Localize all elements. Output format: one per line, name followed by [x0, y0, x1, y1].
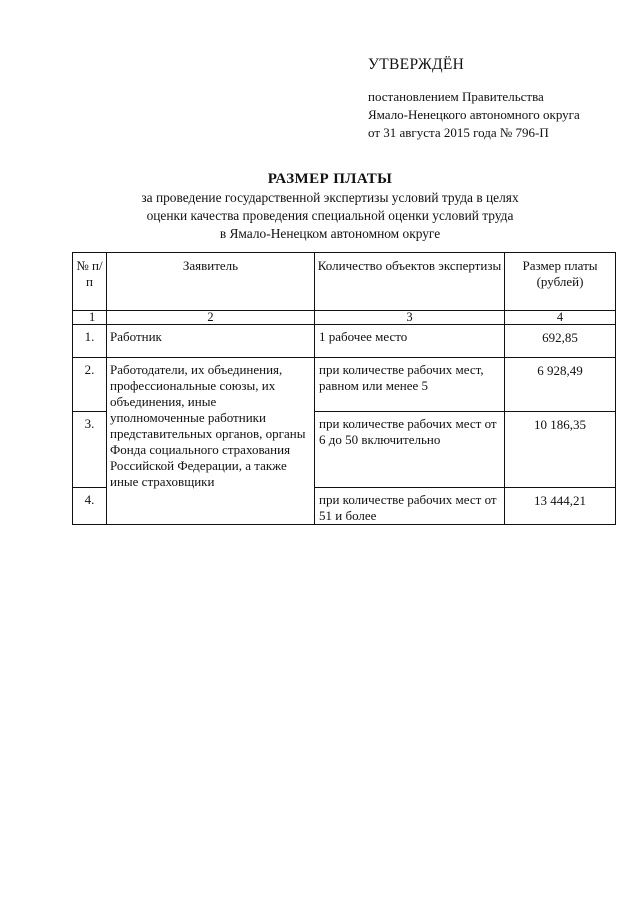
approval-line: от 31 августа 2015 года № 796-П — [368, 125, 549, 140]
approval-block — [368, 56, 628, 142]
row-number: 2. — [73, 358, 107, 412]
header-num: № п/п — [73, 253, 107, 311]
title-subtitle-line: в Ямало-Ненецком автономном округе — [219, 226, 441, 241]
table-row — [73, 358, 616, 412]
row-fee: 6 928,49 — [505, 358, 616, 412]
row-number: 1. — [73, 325, 107, 358]
row-objects: при количестве рабочих мест от 6 до 50 включительно — [315, 412, 505, 488]
row-objects: при количестве рабочих мест, равном или менее 5 — [315, 358, 505, 412]
approval-heading: УТВЕРЖДЁН — [368, 56, 465, 73]
row-objects: при количестве рабочих мест от 51 и более — [315, 488, 505, 525]
row-objects: 1 рабочее место — [315, 325, 505, 358]
column-index: 4 — [505, 311, 616, 325]
header-applicant: Заявитель — [107, 253, 315, 311]
approval-line: постановлением Правительства — [368, 89, 544, 104]
title-main: РАЗМЕР ПЛАТЫ — [267, 171, 393, 187]
row-applicant: Работник — [107, 325, 315, 358]
row-number: 4. — [73, 488, 107, 525]
header-objects: Количество объектов экспертизы — [315, 253, 505, 311]
row-fee: 13 444,21 — [505, 488, 616, 525]
header-fee: Размер платы (рублей) — [505, 253, 616, 311]
row-fee: 10 186,35 — [505, 412, 616, 488]
table-header-row — [73, 253, 616, 311]
table-row — [73, 325, 616, 358]
fee-table — [72, 252, 616, 525]
column-index: 3 — [315, 311, 505, 325]
title-subtitle-line: за проведение государственной экспертизы условий труда в целях — [141, 190, 519, 205]
column-index: 2 — [107, 311, 315, 325]
approval-line: Ямало-Ненецкого автономного округа — [368, 107, 580, 122]
row-fee: 692,85 — [505, 325, 616, 358]
row-applicant: Работодатели, их объединения, профессиональные союзы, их объединения, иные уполномоченные работники представительных органов, органы Фонда социального страхования Российской Федерации, а также иные страховщики — [107, 358, 315, 525]
column-index-row — [73, 311, 616, 325]
document-title — [60, 170, 600, 243]
title-subtitle-line: оценки качества проведения специальной оценки условий труда — [146, 208, 514, 223]
column-index: 1 — [73, 311, 107, 325]
row-number: 3. — [73, 412, 107, 488]
